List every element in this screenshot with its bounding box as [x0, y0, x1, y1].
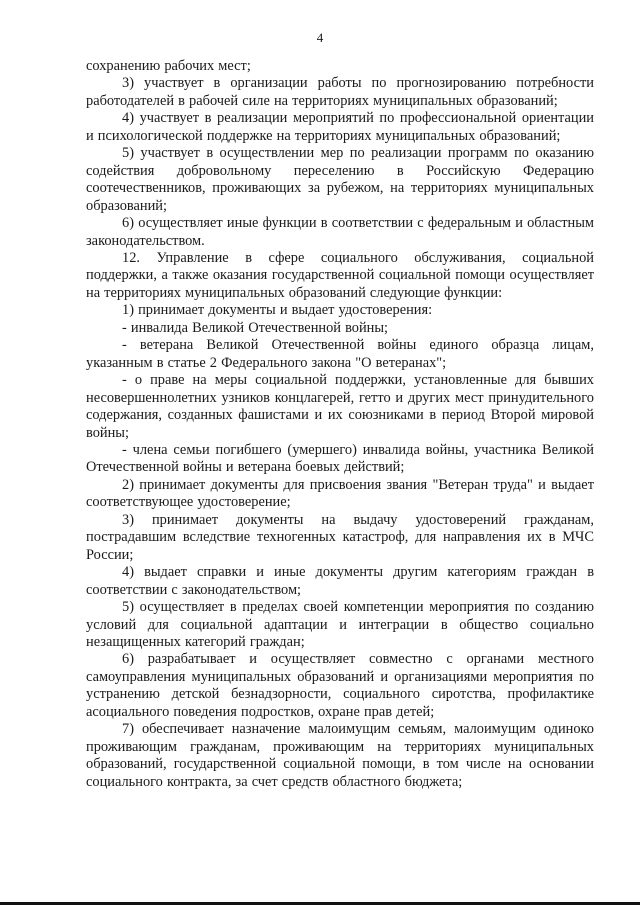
paragraph-item-6: 6) осуществляет иные функции в соответствии с федеральным и областным законодательством.	[86, 215, 594, 249]
paragraph-item-5: 5) участвует в осуществлении мер по реализации программ по оказанию содействия добровольному переселению в Российскую Федерацию соотечественников, проживающих за рубежом, на территориях муниципальных образований;	[86, 145, 594, 214]
paragraph-subitem-3: 3) принимает документы на выдачу удостоверений гражданам, пострадавшим вследствие техногенных катастроф, для направления их в МЧС России;	[86, 511, 594, 563]
paragraph-subitem-2: 2) принимает документы для присвоения звания "Ветеран труда" и выдает соответствующее удостоверение;	[86, 476, 594, 511]
paragraph-subitem-7: 7) обеспечивает назначение малоимущим семьям, малоимущим одиноко проживающим гражданам, проживающим на территориях муниципальных образований, государственной социальной помощи, в том числе на основании социального контракта, за счет средств областного бюджета;	[86, 721, 594, 790]
paragraph-continuation: сохранению рабочих мест;	[86, 58, 251, 74]
paragraph-subitem-4: 4) выдает справки и иные документы другим категориям граждан в соответствии с законодательством;	[86, 564, 594, 598]
document-body	[86, 58, 594, 791]
paragraph-dash-item: - члена семьи погибшего (умершего) инвалида войны, участника Великой Отечественной войны и ветерана боевых действий;	[86, 441, 594, 476]
paragraph-dash-item: - ветерана Великой Отечественной войны единого образца лицам, указанным в статье 2 Федерального закона "О ветеранах";	[86, 337, 594, 371]
paragraph-dash-item: - о праве на меры социальной поддержки, установленные для бывших несовершеннолетних узников концлагерей, гетто и других мест принудительного содержания, созданных фашистами и их союзниками в период Второй мировой войны;	[86, 372, 594, 441]
paragraph-dash-item: - инвалида Великой Отечественной войны;	[122, 319, 389, 336]
paragraph-section-12: 12. Управление в сфере социального обслуживания, социальной поддержки, а также оказания государственной социальной помощи осуществляет на территориях муниципальных образований следующие функции:	[86, 249, 594, 301]
page-number: 4	[316, 30, 324, 45]
paragraph-subitem-5: 5) осуществляет в пределах своей компетенции мероприятия по созданию условий для социальной адаптации и интеграции в общество социально незащищенных категорий граждан;	[86, 599, 594, 650]
paragraph-item-3: 3) участвует в организации работы по прогнозированию потребности работодателей в рабочей силе на территориях муниципальных образований;	[86, 75, 594, 109]
paragraph-subitem-1: 1) принимает документы и выдает удостоверения:	[122, 302, 433, 319]
paragraph-item-4: 4) участвует в реализации мероприятий по профессиональной ориентации и психологической поддержке на территориях муниципальных образований;	[86, 110, 594, 144]
paragraph-subitem-6: 6) разрабатывает и осуществляет совместно с органами местного самоуправления муниципальных образований и организациями мероприятия по устранению детской безнадзорности, социального сиротства, профилактике асоциального поведения подростков, охране прав детей;	[86, 651, 594, 720]
